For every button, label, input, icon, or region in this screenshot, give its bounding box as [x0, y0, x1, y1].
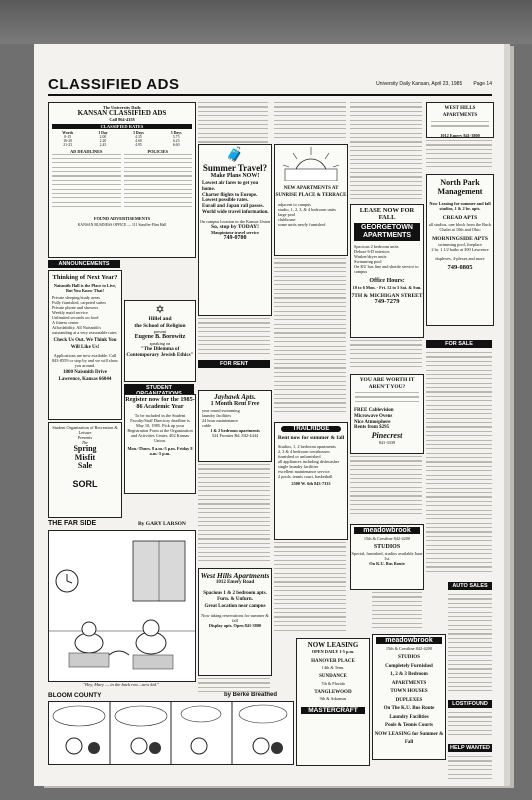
hillel-speaking: speaking on — [149, 340, 171, 346]
student-org-body: To be included in the Student Faculty/Staff Directory deadline is May 10, 1985. Pick up your Registration Form at the Organization and Activities Center, 402 Kansas Union. — [127, 413, 193, 443]
meadowbrook2-line: Laundry Facilities — [389, 714, 429, 720]
paper-date: University Daily Kansan, April 23, 1985 — [376, 81, 463, 87]
trailridge-address: 2500 W. 6th 843-7333 — [291, 480, 331, 486]
hillel-logo-icon: ✡ — [155, 304, 165, 316]
north-park-line: swimming pool, fireplace — [437, 242, 483, 247]
sorl-sale: Sale — [77, 461, 93, 470]
jayhawk-feature: laundry facilities — [202, 412, 231, 418]
summer-travel-bullet: Lowest air fares to get you home. — [202, 181, 259, 192]
far-side-caption: "Hey, Mary — in the back row—new kid." — [83, 682, 159, 687]
hillel-line2: the School of Religion — [134, 322, 186, 329]
mastercraft-ad — [296, 638, 370, 766]
meadowbrook-studios-ad — [350, 524, 424, 590]
west-hills-right-lines — [431, 121, 489, 131]
pinecrest-ad — [350, 374, 424, 454]
north-park-line: 2 br. 1 1/2 baths at 300 Lawrence — [431, 247, 489, 252]
naismith-feature: Fully furnished, carpeted suites — [52, 300, 106, 305]
naismith-sub: Naismith Hall is the Place to Live, But You Know That! — [53, 283, 117, 293]
trailridge-feature: Studios, 1, 2 bedroom apartments — [278, 443, 336, 449]
rates-cell: 6.25 — [172, 138, 180, 143]
summer-travel-phone: 749-0700 — [223, 235, 247, 242]
sorl-misfit: Misfit — [74, 452, 96, 462]
sunrise-features — [275, 202, 347, 227]
pinecrest-feature: Microwave Ovens — [354, 413, 393, 419]
naismith-check: Check Us Out. We Think You Will Like Us! — [53, 338, 117, 350]
hillel-speaker: Eugene B. Borowitz — [134, 334, 186, 340]
pinecrest-feature: Nice Atmosphere — [354, 419, 391, 425]
trailridge-feature: excellent maintenance service — [278, 468, 330, 474]
north-park-line: duplexes, 4-plexes and more — [435, 256, 485, 261]
pinecrest-logo: Pinecrest — [371, 431, 403, 441]
sunrise-feature: clubhouse — [278, 217, 296, 222]
newspaper-page — [34, 44, 504, 786]
georgetown-address: 7TH & MICHIGAN STREET — [351, 292, 423, 299]
summer-travel-bullet: Charter flights to Europe. Lowest possible rates. — [202, 192, 258, 204]
georgetown-phone: 749-7279 — [374, 298, 400, 305]
georgetown-lease: LEASE NOW FOR FALL — [359, 207, 415, 221]
kansan-columns — [49, 147, 195, 216]
hillel-ad — [124, 300, 196, 382]
meadowbrook-sub: 15th & Crestline 842-4200 — [363, 536, 411, 541]
tanglewood-address: 9th & Arkansas — [319, 696, 347, 701]
georgetown-feature: Deluxe 6-D interiors — [354, 249, 390, 254]
jayhawk-free-rent: 1 Month Rent Free — [210, 401, 260, 407]
west-hills-address: 1012 Emery Road — [215, 580, 255, 585]
bloom-county-strip — [48, 701, 294, 765]
bloom-county-drawing — [49, 702, 293, 764]
meadowbrook2-line: TOWN HOUSES — [390, 689, 428, 694]
jayhawk-feature: cable — [202, 422, 212, 428]
meadowbrook2-sub: 15th & Crestline 842-4200 — [385, 646, 433, 651]
georgetown-hours: 10 to 6 Mon. - Fri. 12 to 5 Sat. & Sun. — [352, 284, 422, 290]
summer-travel-bullets — [199, 181, 271, 216]
far-side-drawing — [49, 531, 195, 681]
rates-cell: 2.00 — [99, 134, 107, 139]
georgetown-hours-title: Office Hours: — [369, 278, 405, 284]
naismith-city: Lawrence, Kansas 66044 — [58, 376, 112, 382]
column3-top-text — [274, 102, 346, 142]
sorl-presents: Presents — [77, 435, 93, 440]
meadowbrook-apartments-ad — [372, 634, 446, 760]
for-sale-listings — [426, 352, 492, 580]
sunrise-feature: large pool — [278, 212, 296, 217]
kansan-policies-col — [124, 149, 193, 214]
column3-lower-text — [274, 542, 346, 634]
north-park-line: all studios, one block from the Buck Chalet at 10th and Ohio — [428, 221, 492, 232]
column2-lower-text — [198, 464, 270, 564]
now-leasing-title: NOW LEASING — [307, 641, 359, 649]
rates-cell: 4.60 — [135, 138, 142, 143]
summer-travel-stop: So, stop by TODAY! — [211, 223, 259, 230]
jayhawk-apts-ad — [198, 390, 272, 462]
georgetown-name: GEORGETOWN APARTMENTS — [354, 223, 420, 241]
pinecrest-headline: YOU ARE WORTH IT AREN'T YOU? — [359, 377, 415, 390]
student-org-title: Register now for the 1985-86 Academic Year — [125, 396, 195, 410]
summer-travel-plans: Make Plans NOW! — [210, 172, 260, 179]
kansan-line2: KANSAN CLASSIFIED ADS — [77, 109, 167, 117]
naismith-features — [49, 295, 121, 335]
far-side-panel — [48, 530, 196, 682]
naismith-apps: Applications are now available. Call 843-8559 or stop by and we will show you around. — [52, 353, 118, 368]
column4-top-text — [350, 102, 422, 202]
sorl-spring: Spring — [73, 444, 97, 453]
sunrise-feature: some units newly furnished — [278, 222, 326, 227]
west-hills-furn: Furn. & Unfurn. — [217, 597, 253, 602]
meadowbrook2-line: Pools & Tennis Courts — [385, 723, 433, 728]
meadowbrook2-line: DUPLEXES — [395, 697, 423, 703]
meadowbrook2-line: NOW LEASING for Summer & Fall — [374, 731, 444, 745]
found-ads-title: FOUND ADVERTISEMENTS — [93, 215, 151, 221]
rates-header-cell: Words — [62, 130, 74, 135]
bloom-county-title: BLOOM COUNTY — [48, 692, 102, 699]
meadowbrook2-logo: meadowbrook — [376, 637, 442, 644]
rates-header-cell: 5 Days — [170, 130, 182, 135]
far-side-byline: By GARY LARSON — [138, 521, 186, 527]
georgetown-feature: On KU bus line and shuttle service to campus — [354, 264, 419, 274]
trailridge-feature: furnished or unfurnished — [278, 453, 321, 459]
north-park-phone: 749-0805 — [447, 264, 473, 271]
rates-cell: 5.75 — [172, 134, 180, 139]
sunrise-feature: adjacent to campus — [278, 202, 311, 207]
sunrise-building-icon — [275, 145, 347, 181]
page-number: Page 14 — [473, 81, 492, 87]
west-hills-right-addr: 1012 Emery 841-3800 — [440, 133, 480, 138]
pinecrest-body-lines — [355, 392, 419, 406]
trailridge-logo: TRAILRIDGE — [281, 426, 341, 432]
naismith-ad — [48, 270, 122, 420]
sorl-logo: SORL — [72, 478, 98, 489]
summer-travel-bullet: Eurail and Japan rail passes. — [202, 204, 264, 210]
bloom-county-byline: by Berke Breathed — [224, 692, 278, 698]
column2-bottom-text — [198, 678, 270, 696]
column4-bottom-text — [372, 592, 422, 632]
naismith-feature: Affordability. All Naismith's outstanding at a very reasonable rates — [52, 325, 117, 335]
summer-travel-bullet: World wide travel information. — [202, 209, 269, 215]
trailridge-feature: 2 pools, tennis court, basketball — [278, 473, 333, 479]
kansan-deadlines-col — [52, 149, 121, 214]
meadowbrook2-lines — [373, 654, 445, 748]
tanglewood-name: TANGLEWOOD — [314, 689, 352, 695]
jayhawk-address: 524 Frontier Rd. 842-4444 — [211, 432, 259, 438]
georgetown-feature: Swimming pool — [354, 259, 382, 264]
rates-cell: 2.45 — [99, 142, 107, 147]
rates-cell: 0-15 — [64, 134, 72, 139]
west-hills-right-ad — [426, 102, 494, 138]
help-wanted-listings — [448, 756, 492, 782]
trailridge-feature: all appliances including dishwasher — [278, 458, 340, 464]
lost-found-listings — [448, 712, 492, 742]
naismith-feature: A fitness center — [52, 320, 79, 325]
naismith-feature: Weekly maid service — [52, 310, 88, 315]
trailridge-rent-line: Rent now for summer & fall — [277, 435, 345, 441]
naismith-feature: Unlimited seconds on food — [52, 315, 99, 320]
sorl-org: Student Organization of Recreation & Leisure — [52, 425, 118, 435]
meadowbrook-special: Special, furnished, studios available June 1st. — [351, 550, 423, 561]
rates-cell: 4.35 — [135, 134, 142, 139]
student-org-ad — [124, 394, 196, 494]
hillel-line1: Hillel and — [148, 316, 172, 322]
page-edge-background — [0, 0, 532, 44]
jayhawk-features — [199, 408, 271, 428]
summer-travel-agency: Maupintour travel service — [211, 230, 259, 236]
west-hills-ad — [198, 568, 272, 676]
suitcase-icon: 🧳 — [226, 148, 244, 163]
pinecrest-feature: Rents from $295 — [354, 425, 390, 431]
north-park-name: North Park Management — [437, 178, 483, 196]
for-sale-header: FOR SALE — [426, 340, 492, 348]
rates-table — [49, 131, 195, 147]
student-org-header: STUDENT — [124, 384, 194, 398]
pinecrest-feature: FREE Cablevision — [354, 408, 394, 413]
sunrise-place-ad — [274, 144, 348, 256]
north-park-line: CREAD APTS — [442, 215, 478, 221]
lost-found-header: LOST/FOUND — [448, 700, 492, 708]
rates-cell: 21-25 — [63, 142, 73, 147]
column3-mid-text — [274, 258, 346, 418]
rates-title: CLASSIFIED RATES — [52, 124, 192, 129]
help-wanted-header: HELP WANTED — [448, 744, 492, 752]
column4-lower-text — [350, 456, 422, 520]
naismith-feature: Private phone and showers — [52, 305, 99, 310]
naismith-feature: Private sleeping/study areas — [52, 295, 100, 300]
auto-sales-header: AUTO SALES — [448, 582, 492, 590]
sunrise-feature: studio, 1, 2, 3, & 4 bedroom units — [278, 207, 336, 212]
mastercraft-logo: MASTERCRAFT — [301, 707, 365, 714]
north-park-line: Now Leasing for summer and fall studios, 1 & 2 br. apts. — [429, 201, 491, 211]
column4-mid-text — [350, 340, 422, 372]
hillel-topic: "The Dilemma of Contemporary Jewish Ethics" — [126, 345, 194, 358]
rates-header-cell: 1 Day — [98, 130, 108, 135]
rates-cell: 4.95 — [135, 142, 142, 147]
announcements-header: ANNOUNCEMENTS — [48, 260, 120, 268]
meadowbrook2-line: On The K.U. Bus Route — [383, 706, 435, 711]
summer-travel-ad — [198, 144, 272, 316]
kansan-classified-rates-box — [48, 102, 196, 258]
deadlines-text-lines — [52, 154, 121, 214]
section-masthead — [48, 76, 492, 96]
hanover-name: HANOVER PLACE — [311, 658, 355, 664]
spring-misfit-ad — [48, 422, 122, 518]
sundance-address: 7th & Florida — [321, 680, 345, 686]
trailridge-feature: 2, 3 & 4 bedroom townhouses — [278, 448, 330, 454]
sunrise-title: NEW APARTMENTS AT SUNRISE PLACE & TERRACE — [275, 186, 347, 198]
rates-cell: 6.60 — [172, 142, 180, 147]
west-hills-location: Great Location near campus — [204, 603, 266, 609]
rates-cell: 2.20 — [99, 138, 107, 143]
kansan-line1: The University Daily — [102, 105, 142, 110]
page-info — [376, 81, 492, 87]
summer-travel-title: Summer Travel? — [202, 163, 268, 173]
policies-title: POLICIES — [147, 148, 169, 154]
west-hills-leasing: Now taking reservations for summer & fall — [201, 613, 269, 623]
trailridge-features — [275, 444, 347, 479]
now-leasing-hours: OPEN DAILY 1-5 p.m. — [311, 648, 355, 654]
north-park-line: MORNINGSIDE APTS — [432, 235, 488, 242]
auto-sales-listings — [448, 594, 492, 694]
georgetown-feature: Washer/dryer units — [354, 254, 387, 259]
trailridge-ad — [274, 422, 348, 540]
column2-mid-text — [198, 318, 270, 358]
rates-header-cell: 3 Days — [133, 130, 144, 135]
for-rent-header: FOR RENT — [198, 360, 270, 368]
georgetown-feature: Spacious 2 bedroom units — [354, 244, 399, 249]
west-hills-right-name: WEST HILLS APARTMENTS — [442, 106, 478, 118]
sorl-the: The — [81, 440, 89, 445]
summer-travel-campus: On campus location in the Kansas Union — [199, 218, 271, 224]
kansan-footer: KANSAN BUSINESS OFFICE — 111 Stauffer-Flint Hall — [77, 222, 167, 227]
hillel-presents: present — [153, 329, 167, 334]
naismith-address: 1800 Naismith Drive — [63, 370, 107, 375]
pinecrest-phone: 841-3339 — [378, 440, 396, 446]
trailridge-feature: single laundry facilities — [278, 463, 319, 469]
jayhawk-feature: 24 hour maintenance — [202, 417, 239, 423]
meadowbrook-logo: meadowbrook — [354, 527, 420, 534]
west-hills-units: Spacious 1 & 2 bedroom apts. — [203, 590, 267, 596]
kansan-phone: Call 864-4358 — [109, 116, 135, 122]
hanover-address: 14th & Tenn. — [321, 665, 345, 670]
jayhawk-units: 1 & 2 bedroom apartments — [210, 427, 260, 433]
student-org-hours: Mon.-Thurs. 8 a.m.-5 p.m. Friday 8 a.m.-5 p.m. — [127, 446, 193, 456]
naismith-headline: Thinking of Next Year? — [52, 274, 118, 281]
jayhawk-feature: year round swimming — [202, 407, 240, 413]
meadowbrook-studios: STUDIOS — [373, 544, 401, 550]
west-hills-phone: Display apts. Open 841-3800 — [208, 623, 262, 628]
west-hills-name: West Hills Apartments — [200, 571, 270, 580]
meadowbrook2-line: STUDIOS — [398, 655, 420, 660]
pinecrest-features — [351, 408, 423, 431]
jayhawk-name: Jayhawk Apts. — [214, 393, 256, 401]
georgetown-ad — [350, 204, 424, 338]
meadowbrook-route: On K.U. Bus Route — [369, 560, 405, 566]
georgetown-features — [351, 244, 423, 274]
meadowbrook2-line: Completely Furnished — [385, 663, 433, 669]
sundance-name: SUNDANCE — [319, 674, 347, 679]
column5-top-text — [426, 140, 492, 170]
far-side-title: THE FAR SIDE — [48, 520, 97, 527]
north-park-ad — [426, 174, 494, 326]
section-title: CLASSIFIED ADS — [48, 76, 180, 93]
policies-text-lines — [124, 154, 193, 214]
rates-cell: 16-20 — [63, 138, 73, 143]
ad-deadlines-title: AD DEADLINES — [70, 148, 103, 154]
meadowbrook2-line: 1, 2 & 3 Bedroom APARTMENTS — [390, 672, 428, 686]
